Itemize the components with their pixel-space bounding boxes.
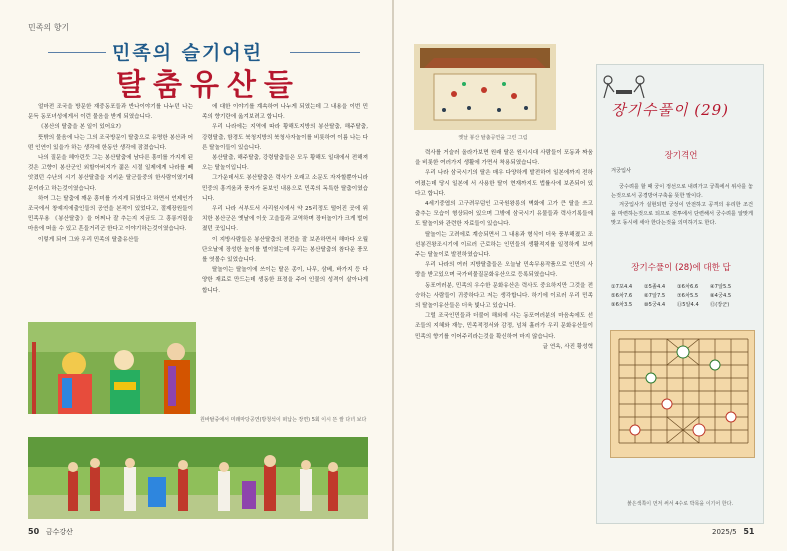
- janggi-board: [610, 330, 755, 458]
- proverb-text: [611, 183, 753, 228]
- answer-item: ⑦6차5.5: [677, 293, 699, 299]
- paragraph: 동포여러분, 민족의 우수한 문화유산은 력사도 중요하지만 그것을 전승하는 사람들이 귀중하다고 저는 생각합니다. 하기에 이르러 우리 민족의 탈놀이유산들은 더욱 빛나고 있습니다.: [415, 282, 593, 310]
- article-column-1: [28, 102, 193, 322]
- paragraph: 우리 나라 삼국시기의 탈은 매우 다양하게 발전하여 일본에까지 전하여졌는데 당시 일본에 서 사용한 탈이 현재까지도 법률사에 보존되어 있다고 합니다.: [415, 170, 593, 197]
- magazine-name: 금수강산: [45, 528, 73, 536]
- answer-item: ⑨6차3.5: [611, 302, 633, 308]
- paragraph: 탈놀이는 탈놀이에 쓰이는 탈은 종이, 나무, 삼베, 바가지 등 다양한 재료로 만드는데 생동한 표정을 주어 인물의 성격이 살아나게 합니다.: [202, 267, 368, 294]
- historical-painting-caption: 옛날 봉산 탈춤공연을 그린 그림: [458, 135, 528, 141]
- photo-historical-painting: [414, 44, 556, 130]
- section-label: 민족의 향기: [28, 23, 70, 32]
- paragraph: 이 지방사람들은 봉산탈춤의 전전을 잘 보존하면서 해마다 오월단오날에 장성한 놀이를 벌이였는데 우리는 봉산탈춤의 참다운 풍모를 엿볼수 있었습니다.: [202, 236, 368, 264]
- title-subtitle: 민족의 슬기어린: [112, 42, 264, 64]
- paragraph: 나의 질문을 헤아린듯 그는 봉산탈춤에 남다른 흥미를 가지게 된것은 고향이 봉산군인 외할아버지가 젊은 시절 일제에게 나라를 빼앗겼던 수난의 시기 봉산탈춤을 지키운 탈군들중의 한사람이였기때문이라고 하는것이였습니다.: [28, 155, 193, 192]
- answer-item: ⑪5알4.4: [677, 302, 699, 308]
- answer-item: ①7포4.4: [611, 284, 633, 290]
- paragraph: 탈놀이는 고려에로 계승되면서 그 내용과 형식이 더욱 풍부해졌고 조선봉건왕조시기에 이르러 근로하는 인민들의 생활적지를 일정하게 보여주는 탈놀이로 발전하였습니다.: [415, 231, 593, 259]
- answer-item: ⑤6차7.6: [611, 293, 633, 299]
- left-footer: [28, 527, 73, 537]
- answer-item: ②5졸4.4: [644, 284, 666, 290]
- paragraph: 하여 그는 탈춤에 깨운 흥미를 가지게 되였다고 하면서 언제인가 조국에서 창예지에출인들의 공연을 본적이 있었다고, 절제장원들이 민족무용 《봉산탈춤》을 어쩌나 잘 추는지 지금도 그 흥롱거림을 마음에 떠올 수 있고 흔들거리군 한다고 이야기하는것이였습니다.: [28, 195, 193, 233]
- answer-list: [611, 283, 756, 310]
- answer-item: ⑧4궁4.5: [710, 293, 732, 299]
- answer-heading: 장기수풀이 (28)에 대한 답: [631, 263, 731, 273]
- paragraph: 그럴 조국인민들과 더불어 해외에 사는 동포여러분의 마음속에도 선조들의 지혜와 재능, 민족적정서와 감정, 넘쳐 흘러가 우리 문화유산들이 민족의 향기를 이어주리라는것을 확신하여 마지 않습니다.: [415, 313, 593, 340]
- paragraph: 그가운데서도 봉산탈춤은 력사가 오래고 소문도 자자할뿐아니라 민중의 흥겨움과 풍자가 돋보인 내용으로 민족의 독특한 탈춤이였습니다.: [202, 175, 368, 202]
- paragraph: 《봉산의 탈춤을 본 일이 있어요?》: [38, 124, 125, 131]
- photo-outdoor-performance: [28, 437, 368, 519]
- byline: 글 연옥, 사진 황성혁: [542, 343, 593, 350]
- sidebar-title: 장기수풀이 (29): [611, 101, 730, 119]
- article-column-2: [202, 102, 368, 414]
- board-caption: 붉은색쪽이 먼저 써서 4수로 박목을 이기어 한다.: [626, 501, 734, 507]
- answer-item: ④7알5.5: [710, 284, 732, 290]
- paragraph: 우리 나라에는 지역에 따라 황해도지방의 봉산탈춤, 해주탈춤, 강령탈춤, 함경도 북청지방의 북청사자놀이를 비롯하여 이름 나는 다른 탈놀이들이 있습니다.: [202, 124, 368, 151]
- article-column-3: [415, 148, 593, 530]
- paragraph: 력사를 거슬러 올라가보면 원래 탈은 원시시대 사람들이 포동과 짜움을 비롯한 여러가지 생활에 가면서 착용되였습니다.: [415, 150, 593, 167]
- paragraph: 궁수려를 할 때 궁이 정선으로 내려가고 궁쪽에서 위사를 놓는것으로서 공경방어구축을 뜻한 말이다.: [611, 184, 753, 199]
- page-number: 51: [743, 527, 755, 536]
- paragraph: 얼마전 조국을 방문한 재중동포들과 반나이야기를 나누던 나는 문득 동포녀성에게서 이런 물음을 받게 되였습니다.: [28, 104, 193, 121]
- issue-date: 2025/5: [712, 528, 737, 536]
- title-rule-left: [48, 52, 106, 53]
- paragraph: 이렇게 되여 그와 우리 민족의 탈춤유산들: [38, 236, 139, 243]
- paragraph: 뜻밖의 물음에 나는 그의 조국방문이 탈춤으로 유명한 봉산과 어떤 인연이 있을가 하는 생각에 한동안 생각에 잠겼습니다.: [28, 134, 193, 151]
- article-title: [28, 38, 368, 103]
- paragraph: 에 대한 이야기를 계속하여 나누게 되였는데 그 내용을 이번 민족의 향기란에 옮겨보려고 합니다.: [202, 104, 368, 121]
- answer-item: ⑩5궁4.4: [644, 302, 666, 308]
- photo-caption: 원바탈중에서 미래마당공연(방청석이 떠납는 장면) 5회 이시 뜬 쌀 다녀 보다: [200, 417, 367, 423]
- proverb-subtitle: 겨궁입사: [611, 168, 632, 174]
- paragraph: 우리 나라 서부도서 사리원시에서 약 25리정도 떨어진 곳에 위치한 봉산군은 옛날에 이웃 고을들과 교역하며 장터놀이가 크게 벌어졌던 곳입니다.: [202, 206, 368, 233]
- paragraph: 우리 나라의 여러 지방탈춤들은 오늘날 민속무용작품으로 인민의 사랑을 받고있으며 국가비물질문화유산으로 등록되였습니다.: [415, 262, 593, 279]
- paragraph: 봉산탈춤, 해주탈춤, 강령탈춤들은 모두 황해도 일대에서 전해져오는 탈놀이입니다.: [202, 155, 368, 172]
- left-page: [0, 0, 393, 551]
- answer-item: ③6차6.6: [677, 284, 699, 290]
- title-rule-right: [290, 52, 360, 53]
- answer-item: ⑫(장군): [710, 302, 730, 308]
- paragraph: 4세기중엽의 고구려무덤인 고국원왕릉의 벽화에 고가 큰 탈을 쓰고 춤추는 모습이 형상되어 있으며 그밖에 삼국시기 유물들과 력사기록들에도 탈놀이와 관련한 자료들이 있습니다.: [415, 201, 593, 228]
- janggi-players-icon: [600, 68, 648, 104]
- page-number: 50: [28, 527, 40, 536]
- right-footer: [712, 527, 754, 536]
- answer-item: ⑥7알7.5: [644, 293, 666, 299]
- proverb-heading: 장기격언: [664, 151, 698, 161]
- paragraph: 겨궁입사가 실현되면 궁성이 안전하고 공격의 유리한 조건을 마련하는것으로 되므로 전투에서 단련해서 궁수려를 알맞게 맞고 동시에 세아 한다는것을 의미하기도 한다.: [611, 202, 753, 226]
- title-main: 탈춤유산들: [116, 68, 301, 103]
- photo-masked-dancers-closeup: [28, 322, 196, 414]
